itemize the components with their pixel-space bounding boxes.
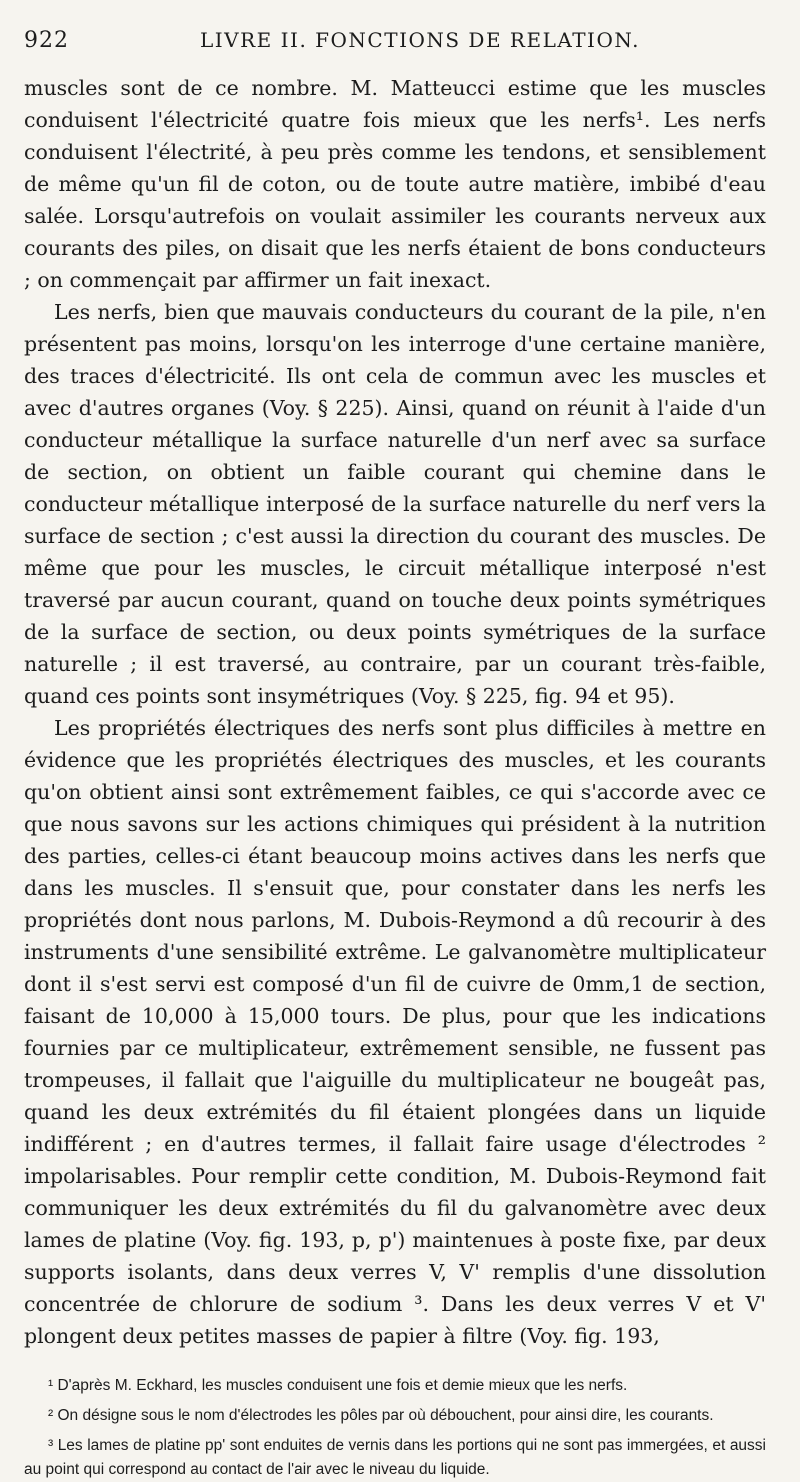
paragraph-continued: muscles sont de ce nombre. M. Matteucci estime que les muscles conduisent l'électricité quatre fois mieux que les nerfs¹. Les nerfs conduisent l'électrité, à peu près comme les tendons, et sensiblement de même qu'un fil de coton, ou de toute autre matière, imbibé d'eau salée. Lorsqu'autrefois on voulait assimiler les courants nerveux aux courants des piles, on disait que les nerfs étaient de bons conducteurs ; on commençait par affirmer un fait inexact. — [24, 76, 766, 292]
footnote-2: ² On désigne sous le nom d'électrodes les pôles par où débouchent, pour ainsi dire, les courants. — [48, 1407, 714, 1424]
footnote-1: ¹ D'après M. Eckhard, les muscles conduisent une fois et demie mieux que les nerfs. — [48, 1377, 628, 1394]
footnote-3: ³ Les lames de platine pp' sont enduites de vernis dans les portions qui ne sont pas immergées, et aussi au point qui correspond au contact de l'air avec le niveau du liquide. — [24, 1437, 766, 1478]
footnotes — [24, 1374, 766, 1482]
running-head: LIVRE II. FONCTIONS DE RELATION. — [200, 28, 640, 52]
page-number: 922 — [24, 28, 69, 53]
paragraph: Les nerfs, bien que mauvais conducteurs du courant de la pile, n'en présentent pas moins, lorsqu'on les interroge d'une certaine manière, des traces d'électricité. Ils ont cela de commun avec les muscles et avec d'autres organes (Voy. § 225). Ainsi, quand on réunit à l'aide d'un conducteur métallique la surface naturelle d'un nerf avec sa surface de section, on obtient un faible courant qui chemine dans le conducteur métallique interposé de la surface naturelle du nerf vers la surface de section ; c'est aussi la direction du courant des muscles. De même que pour les muscles, le circuit métallique interposé n'est traversé par aucun courant, quand on touche deux points symétriques de la surface de section, ou deux points symétriques de la surface naturelle ; il est traversé, au contraire, par un courant très-faible, quand ces points sont insymétriques (Voy. § 225, fig. 94 et 95). — [24, 300, 766, 708]
body-text — [24, 72, 766, 1352]
paragraph: Les propriétés électriques des nerfs sont plus difficiles à mettre en évidence que les propriétés électriques des muscles, et les courants qu'on obtient ainsi sont extrêmement faibles, ce qui s'accorde avec ce que nous savons sur les actions chimiques qui président à la nutrition des parties, celles-ci étant beaucoup moins actives dans les nerfs que dans les muscles. Il s'ensuit que, pour constater dans les nerfs les propriétés dont nous parlons, M. Dubois-Reymond a dû recourir à des instruments d'une sensibilité extrême. Le galvanomètre multiplicateur dont il s'est servi est composé d'un fil de cuivre de 0mm,1 de section, faisant de 10,000 à 15,000 tours. De plus, pour que les indications fournies par ce multiplicateur, extrêmement sensible, ne fussent pas trompeuses, il fallait que l'aiguille du multiplicateur ne bougeât pas, quand les deux extrémités du fil étaient plongées dans un liquide indifférent ; en d'autres termes, il fallait faire usage d'électrodes ² impolarisables. Pour remplir cette condition, M. Dubois-Reymond fait communiquer les deux extrémités du fil du galvanomètre avec deux lames de platine (Voy. fig. 193, p, p') maintenues à poste fixe, par deux supports isolants, dans deux verres V, V' remplis d'une dissolution concentrée de chlorure de sodium ³. Dans les deux verres V et V' plongent deux petites masses de papier à filtre (Voy. fig. 193, — [24, 716, 766, 1348]
page-header — [24, 28, 766, 62]
